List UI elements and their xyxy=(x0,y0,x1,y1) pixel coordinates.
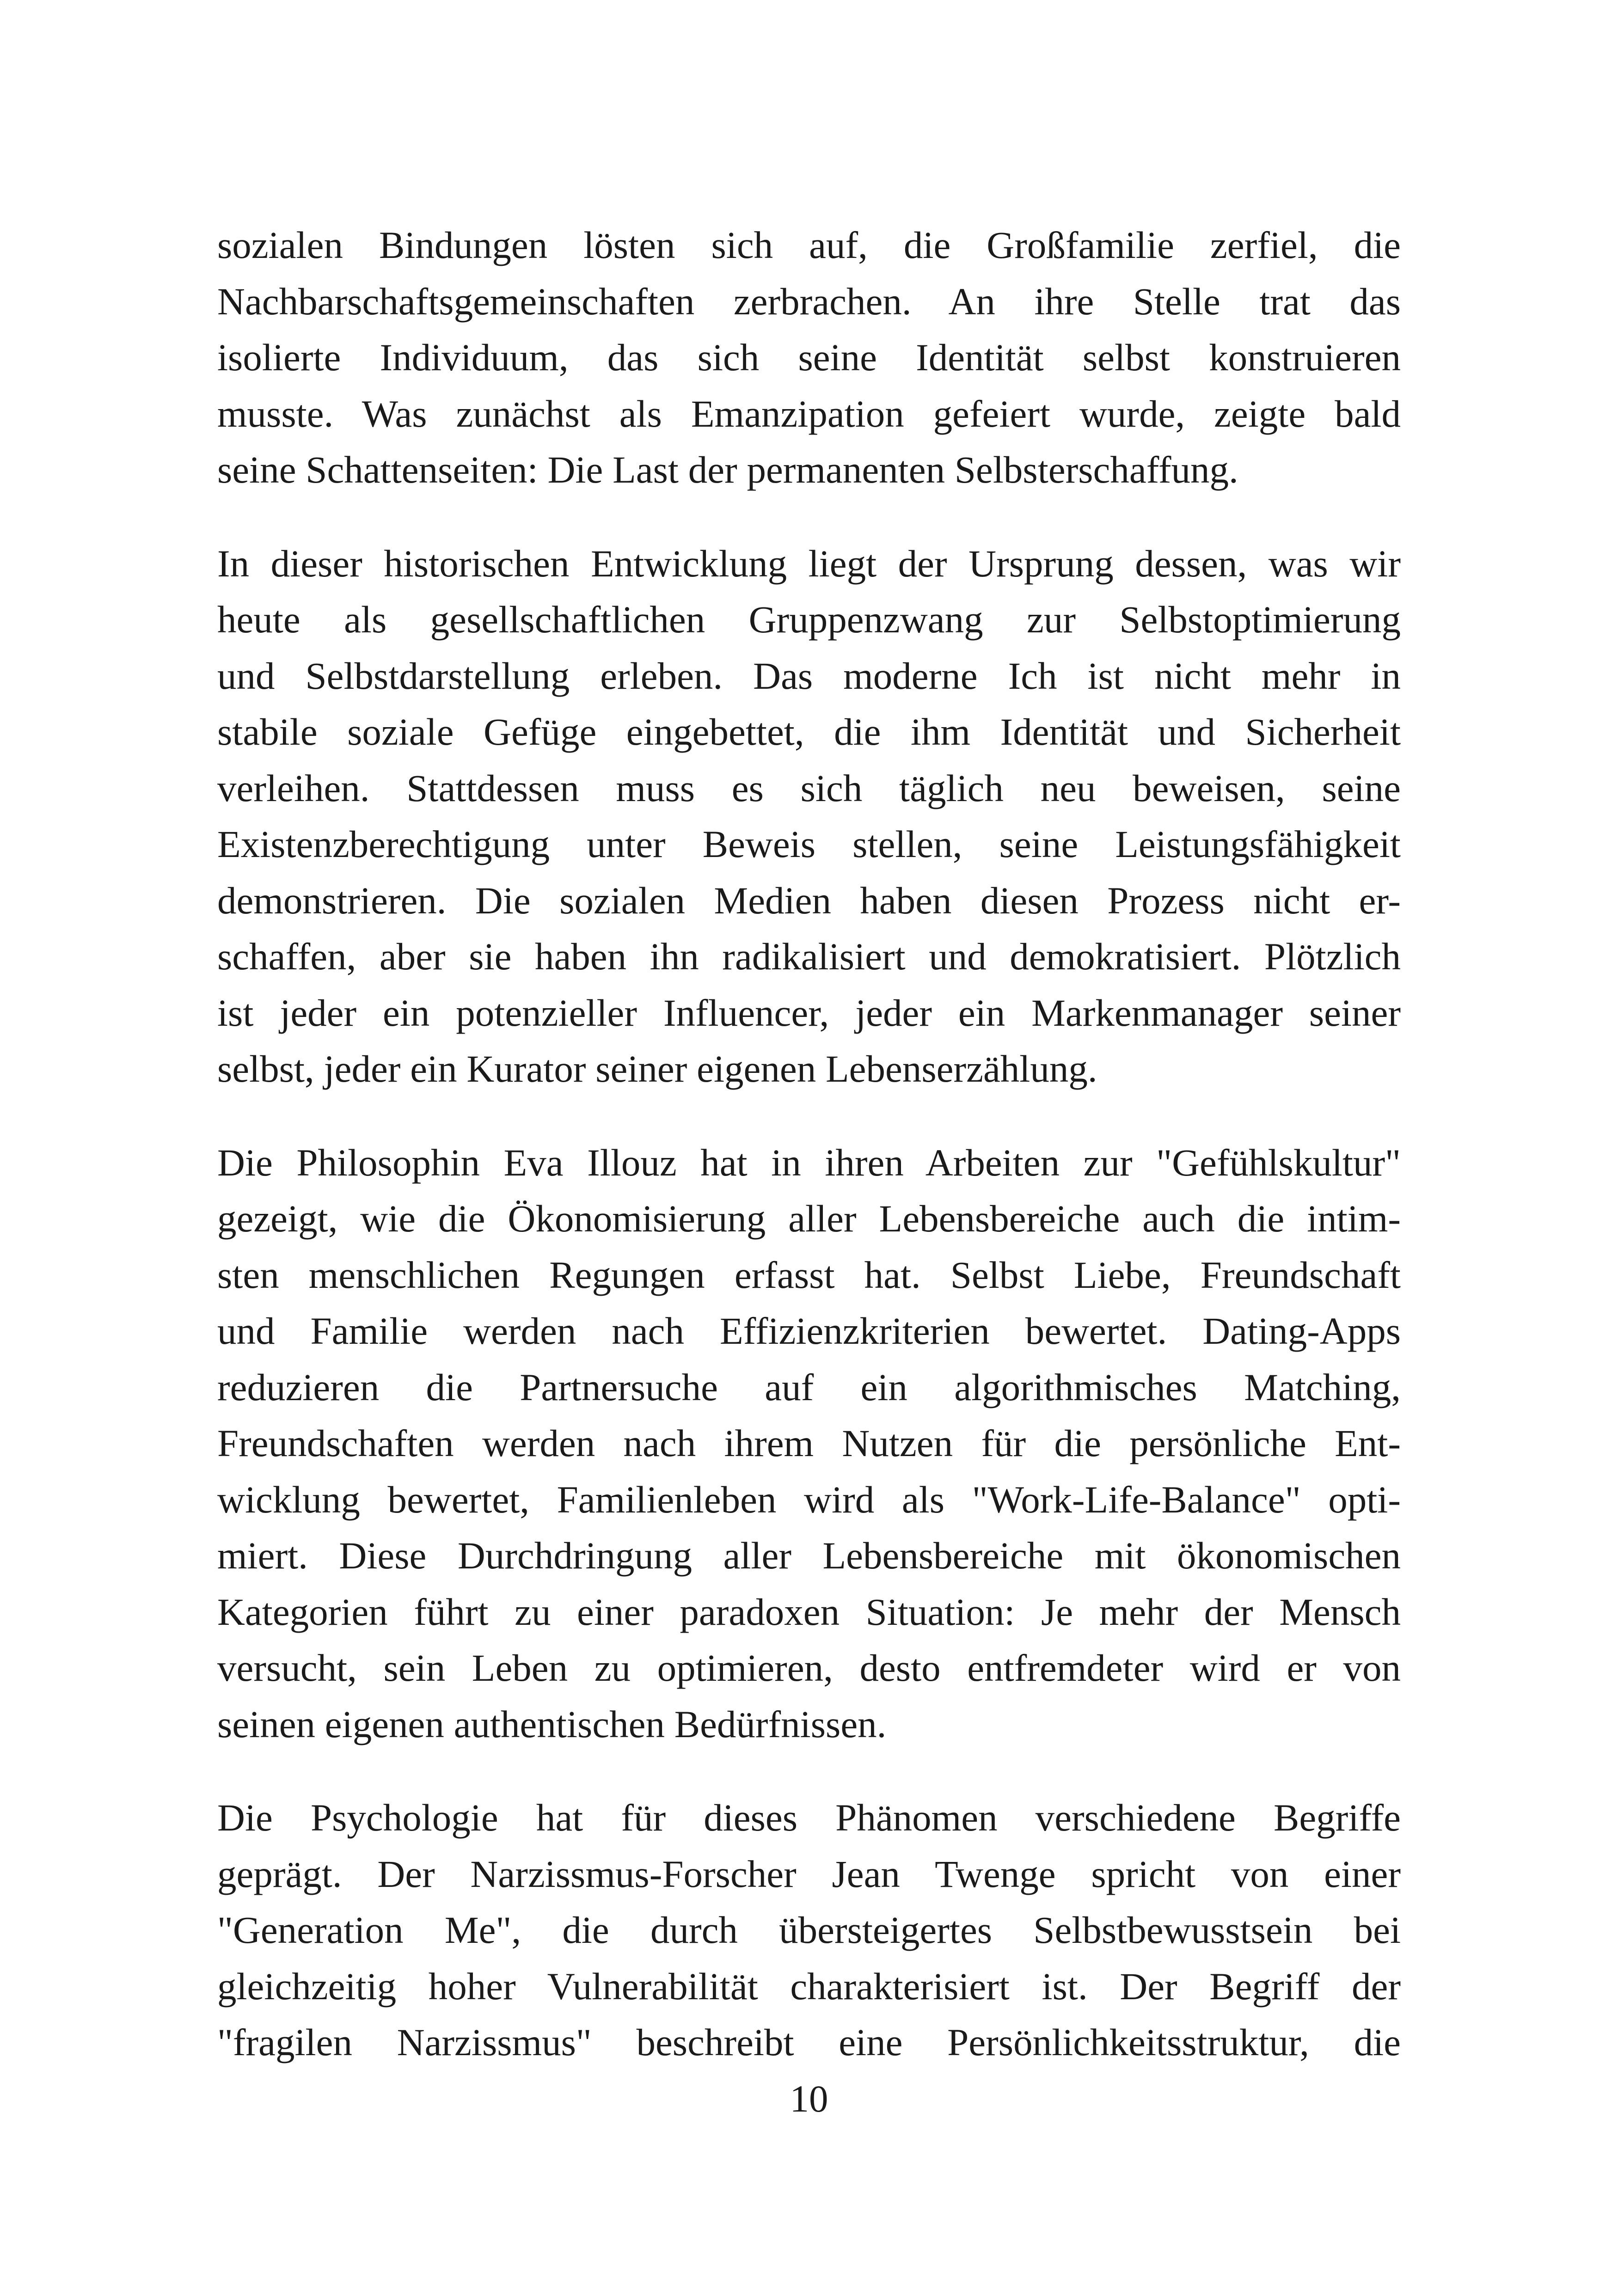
text-line: schaffen, aber sie haben ihn radikalisiert und demokratisiert. Plötzlich xyxy=(217,935,1401,978)
text-line: seine Schattenseiten: Die Last der permanenten Selbsterschaffung. xyxy=(217,448,1238,491)
text-line: Existenzberechtigung unter Beweis stellen, seine Leistungsfähigkeit xyxy=(217,823,1401,865)
text-line: Nachbarschaftsgemeinschaften zerbrachen. An ihre Stelle trat das xyxy=(217,280,1401,323)
paragraph-1 xyxy=(217,217,1401,498)
text-line: musste. Was zunächst als Emanzipation gefeiert wurde, zeigte bald xyxy=(217,392,1401,435)
text-line: heute als gesellschaftlichen Gruppenzwang zur Selbstoptimierung xyxy=(217,598,1401,641)
text-line: reduzieren die Partnersuche auf ein algorithmisches Matching, xyxy=(217,1365,1401,1408)
text-line: "Generation Me", die durch übersteigertes Selbstbewusstsein bei xyxy=(217,1909,1401,1951)
text-line: sozialen Bindungen lösten sich auf, die Großfamilie zerfiel, die xyxy=(217,224,1401,266)
text-line: miert. Diese Durchdringung aller Lebensbereiche mit ökonomischen xyxy=(217,1534,1401,1577)
text-line: "fragilen Narzissmus" beschreibt eine Persönlichkeitsstruktur, die xyxy=(217,2021,1401,2063)
text-line: und Familie werden nach Effizienzkriterien bewertet. Dating-Apps xyxy=(217,1310,1401,1352)
text-line: In dieser historischen Entwicklung liegt der Ursprung dessen, was wir xyxy=(217,542,1401,585)
text-line: und Selbstdarstellung erleben. Das moderne Ich ist nicht mehr in xyxy=(217,654,1401,697)
text-line: seinen eigenen authentischen Bedürfnissen. xyxy=(217,1702,887,1745)
text-line: geprägt. Der Narzissmus-Forscher Jean Twenge spricht von einer xyxy=(217,1852,1401,1895)
text-line: Kategorien führt zu einer paradoxen Situation: Je mehr der Mensch xyxy=(217,1590,1401,1633)
text-line: wicklung bewertet, Familienleben wird als "Work-Life-Balance" opti- xyxy=(217,1478,1401,1521)
text-line: demonstrieren. Die sozialen Medien haben diesen Prozess nicht er- xyxy=(217,879,1401,922)
text-line: Die Psychologie hat für dieses Phänomen verschiedene Begriffe xyxy=(217,1796,1401,1839)
page-number: 10 xyxy=(790,2077,828,2120)
text-line: stabile soziale Gefüge eingebettet, die ihm Identität und Sicherheit xyxy=(217,710,1401,753)
paragraph-3 xyxy=(217,1135,1401,1753)
body-text xyxy=(217,217,1401,2108)
text-line: selbst, jeder ein Kurator seiner eigenen Lebenserzählung. xyxy=(217,1047,1097,1090)
text-line: versucht, sein Leben zu optimieren, desto entfremdeter wird er von xyxy=(217,1647,1401,1689)
text-line: ist jeder ein potenzieller Influencer, jeder ein Markenmanager seiner xyxy=(217,991,1401,1034)
text-line: Die Philosophin Eva Illouz hat in ihren Arbeiten zur "Gefühlskultur" xyxy=(217,1141,1401,1184)
text-line: sten menschlichen Regungen erfasst hat. Selbst Liebe, Freundschaft xyxy=(217,1253,1401,1296)
paragraph-2 xyxy=(217,536,1401,1097)
text-line: gezeigt, wie die Ökonomisierung aller Lebensbereiche auch die intim- xyxy=(217,1197,1401,1240)
text-line: gleichzeitig hoher Vulnerabilität charakterisiert ist. Der Begriff der xyxy=(217,1965,1401,2008)
text-line: isolierte Individuum, das sich seine Identität selbst konstruieren xyxy=(217,336,1401,379)
paragraph-4 xyxy=(217,1790,1401,2071)
text-line: Freundschaften werden nach ihrem Nutzen für die persönliche Ent- xyxy=(217,1422,1401,1464)
text-line: verleihen. Stattdessen muss es sich täglich neu beweisen, seine xyxy=(217,766,1401,809)
